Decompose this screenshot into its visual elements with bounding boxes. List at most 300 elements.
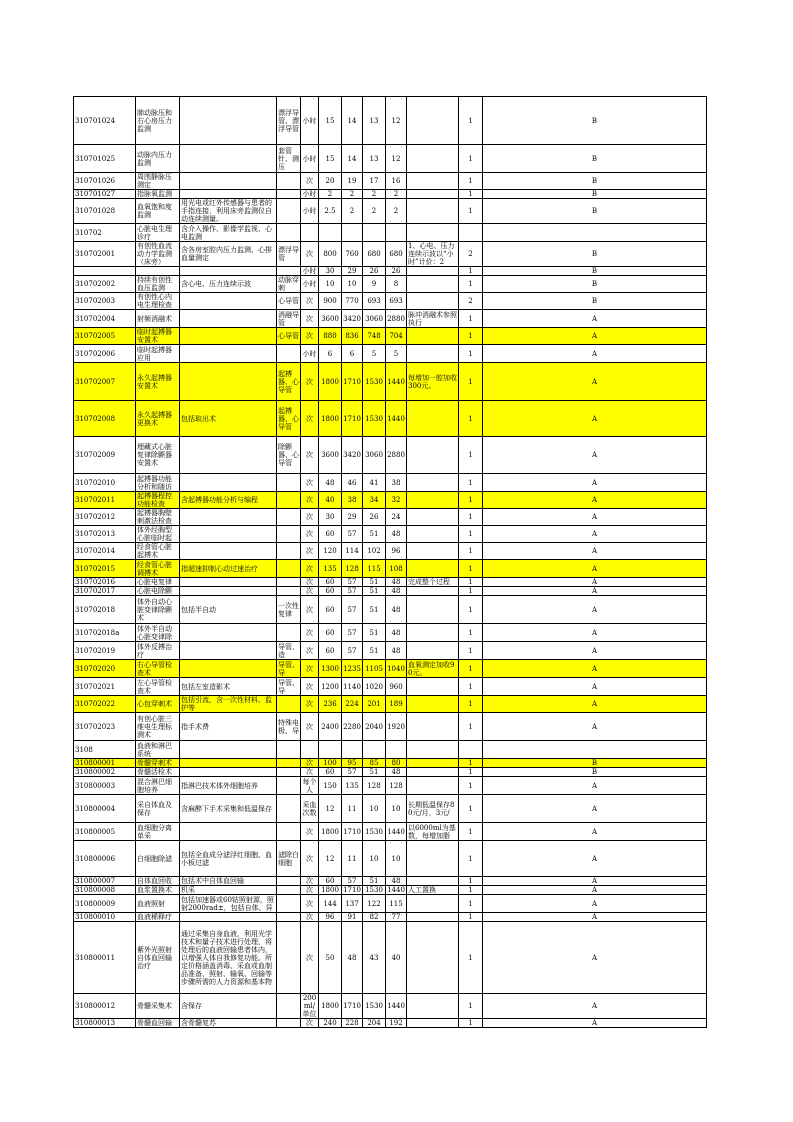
item-content-cell xyxy=(180,310,277,328)
note-cell xyxy=(407,913,459,922)
insurance-class-cell: B xyxy=(483,199,707,224)
price-level-3-cell: 102 xyxy=(363,543,386,560)
price-level-1-cell: 1800 xyxy=(319,401,342,437)
note-cell xyxy=(407,492,459,509)
category-number-cell: 1 xyxy=(459,97,483,145)
unit-cell: 次 xyxy=(301,509,319,526)
item-content-cell: 含保存 xyxy=(180,994,277,1019)
category-number-cell: 1 xyxy=(459,328,483,345)
item-name-cell: 经食管心脏调搏术 xyxy=(136,560,180,578)
price-level-2-cell: 128 xyxy=(342,560,363,578)
table-row xyxy=(74,474,707,492)
category-number-cell: 1 xyxy=(459,363,483,401)
unit-cell: 次 xyxy=(301,310,319,328)
unit-cell: 次 xyxy=(301,596,319,624)
table-row xyxy=(74,345,707,363)
table-row xyxy=(74,492,707,509)
note-cell: 长期低温保存80元/月，3元/ xyxy=(407,795,459,823)
price-level-4-cell: 12 xyxy=(386,145,407,173)
price-level-3-cell: 1530 xyxy=(363,994,386,1019)
price-level-4-cell: 693 xyxy=(386,293,407,310)
table-row xyxy=(74,922,707,994)
insurance-class-cell: A xyxy=(483,841,707,877)
item-name-cell: 左心导管检查术 xyxy=(136,678,180,696)
price-level-1-cell: 12 xyxy=(319,841,342,877)
price-level-1-cell: 15 xyxy=(319,97,342,145)
item-code-cell: 310702013 xyxy=(74,526,136,543)
item-name-cell: 心脏电除颤 xyxy=(136,587,180,596)
unit-cell: 次 xyxy=(301,678,319,696)
unit-cell: 次 xyxy=(301,660,319,678)
price-level-1-cell: 6 xyxy=(319,345,342,363)
category-number-cell: 2 xyxy=(459,293,483,310)
price-level-3-cell: 201 xyxy=(363,696,386,713)
price-level-2-cell: 29 xyxy=(342,509,363,526)
insurance-class-cell: B xyxy=(483,293,707,310)
price-level-4-cell: 12 xyxy=(386,97,407,145)
unit-cell: 次 xyxy=(301,363,319,401)
table-row xyxy=(74,886,707,895)
note-cell xyxy=(407,713,459,741)
price-level-4-cell: 48 xyxy=(386,587,407,596)
item-content-cell: 包括半自动 xyxy=(180,596,277,624)
note-cell xyxy=(407,145,459,173)
item-content-cell: 指超速抑制心动过速治疗 xyxy=(180,560,277,578)
price-level-4-cell: 24 xyxy=(386,509,407,526)
excluded-material-cell xyxy=(277,1019,301,1028)
price-level-1-cell: 48 xyxy=(319,474,342,492)
item-name-cell: 骨髓活检术 xyxy=(136,768,180,777)
excluded-material-cell xyxy=(277,578,301,587)
price-level-4-cell: 2 xyxy=(386,190,407,199)
category-number-cell: 1 xyxy=(459,199,483,224)
unit-cell: 次 xyxy=(301,841,319,877)
table-row xyxy=(74,276,707,293)
price-level-1-cell: 60 xyxy=(319,578,342,587)
item-code-cell: 310702007 xyxy=(74,363,136,401)
item-code-cell: 310702011 xyxy=(74,492,136,509)
note-cell xyxy=(407,895,459,913)
unit-cell: 小时 xyxy=(301,145,319,173)
price-level-4-cell: 1440 xyxy=(386,823,407,841)
price-level-3-cell: 13 xyxy=(363,97,386,145)
price-level-3-cell: 1530 xyxy=(363,401,386,437)
excluded-material-cell xyxy=(277,526,301,543)
excluded-material-cell xyxy=(277,759,301,768)
item-code-cell: 310702012 xyxy=(74,509,136,526)
insurance-class-cell: B xyxy=(483,242,707,267)
price-level-1-cell: 20 xyxy=(319,173,342,190)
price-table xyxy=(73,96,707,1028)
price-level-2-cell: 14 xyxy=(342,145,363,173)
insurance-class-cell: A xyxy=(483,437,707,474)
item-content-cell xyxy=(180,293,277,310)
item-name-cell: 骨髓采集术 xyxy=(136,994,180,1019)
item-name-cell: 指脉氧监测 xyxy=(136,190,180,199)
price-level-2-cell: 11 xyxy=(342,841,363,877)
unit-cell: 次 xyxy=(301,328,319,345)
note-cell xyxy=(407,509,459,526)
excluded-material-cell xyxy=(277,741,301,759)
price-level-3-cell: 9 xyxy=(363,276,386,293)
price-level-3-cell: 41 xyxy=(363,474,386,492)
price-level-2-cell: 91 xyxy=(342,913,363,922)
unit-cell: 次 xyxy=(301,587,319,596)
item-name-cell: 周围静脉压测定 xyxy=(136,173,180,190)
item-code-cell: 310702001 xyxy=(74,242,136,267)
price-level-3-cell: 26 xyxy=(363,267,386,276)
note-cell xyxy=(407,474,459,492)
item-content-cell xyxy=(180,543,277,560)
price-level-1-cell: 60 xyxy=(319,768,342,777)
item-content-cell xyxy=(180,526,277,543)
table-row xyxy=(74,145,707,173)
price-level-2-cell: 224 xyxy=(342,696,363,713)
note-cell: 每增加一腔加收300元。 xyxy=(407,363,459,401)
item-content-cell: 包括全血成分滤浮红细胞、血小板过滤 xyxy=(180,841,277,877)
item-code-cell: 310800007 xyxy=(74,877,136,886)
price-level-2-cell: 48 xyxy=(342,922,363,994)
unit-cell: 次 xyxy=(301,913,319,922)
table-row xyxy=(74,913,707,922)
item-content-cell xyxy=(180,145,277,173)
price-level-2-cell: 1710 xyxy=(342,363,363,401)
price-level-4-cell: 704 xyxy=(386,328,407,345)
price-level-2-cell xyxy=(342,224,363,242)
price-level-2-cell: 57 xyxy=(342,768,363,777)
note-cell xyxy=(407,587,459,596)
table-row xyxy=(74,173,707,190)
item-name-cell: 起搏器功能分析和随访 xyxy=(136,474,180,492)
excluded-material-cell: 滤除白细胞 xyxy=(277,841,301,877)
insurance-class-cell: B xyxy=(483,190,707,199)
item-content-cell xyxy=(180,363,277,401)
category-number-cell: 1 xyxy=(459,678,483,696)
category-number-cell: 1 xyxy=(459,713,483,741)
price-level-2-cell: 1235 xyxy=(342,660,363,678)
price-level-3-cell: 680 xyxy=(363,242,386,267)
unit-cell: 200ml/单位 xyxy=(302,994,317,1018)
item-name-cell: 起搏器程控功能检查 xyxy=(136,492,180,509)
item-name-cell: 混合淋巴细胞培养 xyxy=(136,777,180,795)
item-content-cell: 机采 xyxy=(180,886,277,895)
price-level-3-cell: 85 xyxy=(363,759,386,768)
price-level-1-cell: 100 xyxy=(319,759,342,768)
item-name-cell xyxy=(136,267,180,276)
price-level-2-cell: 3420 xyxy=(342,437,363,474)
unit-cell: 次 xyxy=(301,624,319,642)
insurance-class-cell: A xyxy=(483,696,707,713)
category-number-cell: 1 xyxy=(459,823,483,841)
insurance-class-cell: A xyxy=(483,578,707,587)
excluded-material-cell xyxy=(277,190,301,199)
price-level-1-cell: 15 xyxy=(319,145,342,173)
insurance-class-cell: A xyxy=(483,543,707,560)
item-content-cell xyxy=(180,267,277,276)
price-level-3-cell: 204 xyxy=(363,1019,386,1028)
price-level-4-cell: 48 xyxy=(386,877,407,886)
item-code-cell: 310800008 xyxy=(74,886,136,895)
excluded-material-cell xyxy=(277,199,301,224)
category-number-cell: 1 xyxy=(459,886,483,895)
insurance-class-cell: A xyxy=(483,526,707,543)
price-level-3-cell: 10 xyxy=(363,795,386,823)
insurance-class-cell: B xyxy=(483,267,707,276)
price-level-2-cell: 11 xyxy=(342,795,363,823)
price-level-1-cell: 150 xyxy=(319,777,342,795)
price-level-3-cell: 13 xyxy=(363,145,386,173)
unit-cell: 次 xyxy=(301,578,319,587)
category-number-cell xyxy=(459,741,483,759)
price-level-3-cell: 51 xyxy=(363,587,386,596)
price-level-4-cell: 48 xyxy=(386,596,407,624)
price-level-4-cell: 128 xyxy=(386,777,407,795)
table-row xyxy=(74,526,707,543)
item-code-cell: 310701027 xyxy=(74,190,136,199)
table-row xyxy=(74,642,707,660)
unit-cell: 次 xyxy=(301,173,319,190)
table-row xyxy=(74,660,707,678)
table-row xyxy=(74,509,707,526)
note-cell xyxy=(407,173,459,190)
item-content-cell xyxy=(180,328,277,345)
price-level-4-cell: 1920 xyxy=(386,713,407,741)
item-name-cell: 起搏器胸壁刺激法检查 xyxy=(136,509,180,526)
price-level-1-cell: 30 xyxy=(319,267,342,276)
price-level-1-cell: 1800 xyxy=(319,363,342,401)
item-code-cell: 310800011 xyxy=(74,922,136,994)
category-number-cell: 1 xyxy=(459,310,483,328)
category-number-cell: 1 xyxy=(459,437,483,474)
item-content-cell xyxy=(180,97,277,145)
category-number-cell: 1 xyxy=(459,795,483,823)
insurance-class-cell: A xyxy=(483,913,707,922)
category-number-cell: 1 xyxy=(459,474,483,492)
note-cell xyxy=(407,293,459,310)
price-level-1-cell: 60 xyxy=(319,877,342,886)
item-content-cell xyxy=(180,823,277,841)
item-code-cell: 310702018a xyxy=(74,624,136,642)
price-level-3-cell: 34 xyxy=(363,492,386,509)
item-name-cell: 骨髓血回输 xyxy=(136,1019,180,1028)
category-number-cell: 1 xyxy=(459,696,483,713)
table-row xyxy=(74,267,707,276)
item-name-cell: 有创性心内电生理检查 xyxy=(136,293,180,310)
price-level-4-cell: 16 xyxy=(386,173,407,190)
price-level-4-cell: 1440 xyxy=(386,363,407,401)
excluded-material-cell xyxy=(277,492,301,509)
item-name-cell: 体外半自动心脏变律除 xyxy=(136,624,180,642)
price-level-3-cell: 693 xyxy=(363,293,386,310)
price-level-4-cell: 48 xyxy=(386,768,407,777)
price-level-1-cell: 1800 xyxy=(319,886,342,895)
category-number-cell: 1 xyxy=(459,560,483,578)
item-code-cell: 310701028 xyxy=(74,199,136,224)
note-cell: 完成整个过程 xyxy=(407,578,459,587)
price-level-3-cell: 51 xyxy=(363,642,386,660)
price-level-1-cell: 96 xyxy=(319,913,342,922)
excluded-material-cell xyxy=(277,345,301,363)
price-level-4-cell: 77 xyxy=(386,913,407,922)
unit-cell: 次 xyxy=(301,401,319,437)
price-level-1-cell: 3600 xyxy=(319,437,342,474)
price-level-1-cell: 10 xyxy=(319,276,342,293)
price-level-4-cell: 10 xyxy=(386,795,407,823)
price-level-2-cell: 760 xyxy=(342,242,363,267)
price-level-1-cell: 12 xyxy=(319,795,342,823)
category-number-cell: 1 xyxy=(459,922,483,994)
excluded-material-cell xyxy=(277,994,301,1019)
price-level-4-cell: 192 xyxy=(386,1019,407,1028)
insurance-class-cell: A xyxy=(483,777,707,795)
item-code-cell: 310702015 xyxy=(74,560,136,578)
item-code-cell: 310702008 xyxy=(74,401,136,437)
unit-cell: 次 xyxy=(301,895,319,913)
table-row xyxy=(74,759,707,768)
excluded-material-cell xyxy=(277,768,301,777)
item-content-cell xyxy=(180,509,277,526)
item-content-cell xyxy=(180,660,277,678)
price-level-3-cell: 115 xyxy=(363,560,386,578)
price-level-2-cell: 57 xyxy=(342,587,363,596)
price-level-4-cell: 5 xyxy=(386,345,407,363)
item-name-cell: 血液照射 xyxy=(136,895,180,913)
insurance-class-cell: A xyxy=(483,795,707,823)
insurance-class-cell: B xyxy=(483,759,707,768)
price-level-2-cell: 770 xyxy=(342,293,363,310)
item-content-cell: 包括加速器或60钴照射源，照射2000rad±，包括自体、异 xyxy=(180,895,277,913)
item-code-cell: 310702016 xyxy=(74,578,136,587)
item-code-cell: 310800012 xyxy=(74,994,136,1019)
item-content-cell: 指淋巴技术体外细胞培养 xyxy=(180,777,277,795)
price-level-1-cell: 40 xyxy=(319,492,342,509)
price-level-4-cell: 48 xyxy=(386,642,407,660)
item-name-cell: 埋藏式心脏复律除颤器安置术 xyxy=(136,437,180,474)
excluded-material-cell: 动脉穿刺 xyxy=(278,276,299,292)
insurance-class-cell: A xyxy=(483,922,707,994)
table-row xyxy=(74,841,707,877)
item-code-cell: 310800009 xyxy=(74,895,136,913)
insurance-class-cell: A xyxy=(483,474,707,492)
price-level-2-cell: 3420 xyxy=(342,310,363,328)
table-row xyxy=(74,777,707,795)
price-level-4-cell: 1040 xyxy=(386,660,407,678)
item-code-cell: 310800003 xyxy=(74,777,136,795)
item-code-cell: 310702014 xyxy=(74,543,136,560)
price-level-2-cell: 29 xyxy=(342,267,363,276)
price-level-2-cell: 57 xyxy=(342,877,363,886)
unit-cell: 次 xyxy=(301,543,319,560)
item-content-cell xyxy=(180,587,277,596)
price-level-3-cell: 51 xyxy=(363,578,386,587)
price-level-4-cell: 8 xyxy=(386,276,407,293)
item-code-cell: 310702004 xyxy=(74,310,136,328)
price-level-1-cell: 880 xyxy=(319,328,342,345)
item-code-cell: 310702022 xyxy=(74,696,136,713)
category-number-cell: 1 xyxy=(459,267,483,276)
note-cell xyxy=(407,1019,459,1028)
price-level-3-cell: 3060 xyxy=(363,310,386,328)
note-cell xyxy=(407,596,459,624)
item-content-cell: 包括引流，含一次性材料、监护等 xyxy=(180,696,277,713)
insurance-class-cell: A xyxy=(483,877,707,886)
price-level-4-cell: 108 xyxy=(386,560,407,578)
unit-cell: 次 xyxy=(301,823,319,841)
item-code-cell: 310702019 xyxy=(74,642,136,660)
category-number-cell: 1 xyxy=(459,841,483,877)
price-level-3-cell: 1530 xyxy=(363,363,386,401)
item-code-cell: 3108 xyxy=(74,741,136,759)
insurance-class-cell: A xyxy=(483,560,707,578)
price-level-1-cell: 50 xyxy=(319,922,342,994)
price-level-4-cell: 2880 xyxy=(386,437,407,474)
item-code-cell: 310702009 xyxy=(74,437,136,474)
item-content-cell xyxy=(180,759,277,768)
insurance-class-cell xyxy=(483,224,707,242)
item-name-cell: 射频消融术 xyxy=(136,310,180,328)
note-cell: 1、心电、压力连续示波以“小时”计价：2 xyxy=(407,242,459,267)
price-level-3-cell xyxy=(363,741,386,759)
note-cell xyxy=(407,267,459,276)
price-level-3-cell: 122 xyxy=(363,895,386,913)
price-level-4-cell: 115 xyxy=(386,895,407,913)
item-code-cell: 310702023 xyxy=(74,713,136,741)
item-content-cell: 含介入操作、影像学监视、心电监测 xyxy=(180,224,277,242)
insurance-class-cell: A xyxy=(483,678,707,696)
category-number-cell: 1 xyxy=(459,276,483,293)
table-row xyxy=(74,624,707,642)
note-cell xyxy=(407,276,459,293)
price-level-2-cell: 6 xyxy=(342,345,363,363)
unit-cell: 次 xyxy=(301,713,319,741)
price-table-sheet xyxy=(73,96,707,1028)
item-name-cell: 肺动脉压和右心房压力监测 xyxy=(136,97,180,145)
item-code-cell: 310701024 xyxy=(74,97,136,145)
price-level-3-cell: 51 xyxy=(363,526,386,543)
category-number-cell: 1 xyxy=(459,578,483,587)
category-number-cell: 1 xyxy=(459,587,483,596)
note-cell xyxy=(407,97,459,145)
price-level-1-cell: 1300 xyxy=(319,660,342,678)
category-number-cell: 1 xyxy=(459,994,483,1019)
price-level-3-cell: 51 xyxy=(363,877,386,886)
excluded-material-cell xyxy=(277,777,301,795)
excluded-material-cell: 消融导管 xyxy=(278,310,299,327)
unit-cell: 小时 xyxy=(302,190,317,198)
price-level-3-cell: 51 xyxy=(363,768,386,777)
price-level-3-cell: 51 xyxy=(363,596,386,624)
category-number-cell: 1 xyxy=(459,543,483,560)
item-code-cell: 310702005 xyxy=(74,328,136,345)
item-code-cell: 310800013 xyxy=(74,1019,136,1028)
price-level-2-cell: 135 xyxy=(342,777,363,795)
excluded-material-cell: 漂浮导管 xyxy=(277,242,301,267)
price-level-2-cell: 1710 xyxy=(342,823,363,841)
table-row xyxy=(74,310,707,328)
table-row xyxy=(74,242,707,267)
unit-cell: 次 xyxy=(301,437,319,474)
price-level-1-cell: 60 xyxy=(319,624,342,642)
item-code-cell: 310800002 xyxy=(74,768,136,777)
item-content-cell: 用光电或红外传感器与患者的手指连接，利用床旁监测仪自动连续测量。 xyxy=(180,199,277,224)
item-content-cell xyxy=(180,913,277,922)
item-code-cell: 310701025 xyxy=(74,145,136,173)
note-cell xyxy=(407,696,459,713)
item-content-cell xyxy=(180,474,277,492)
excluded-material-cell xyxy=(277,696,301,713)
unit-cell: 小时 xyxy=(301,97,319,145)
item-code-cell: 310702003 xyxy=(74,293,136,310)
